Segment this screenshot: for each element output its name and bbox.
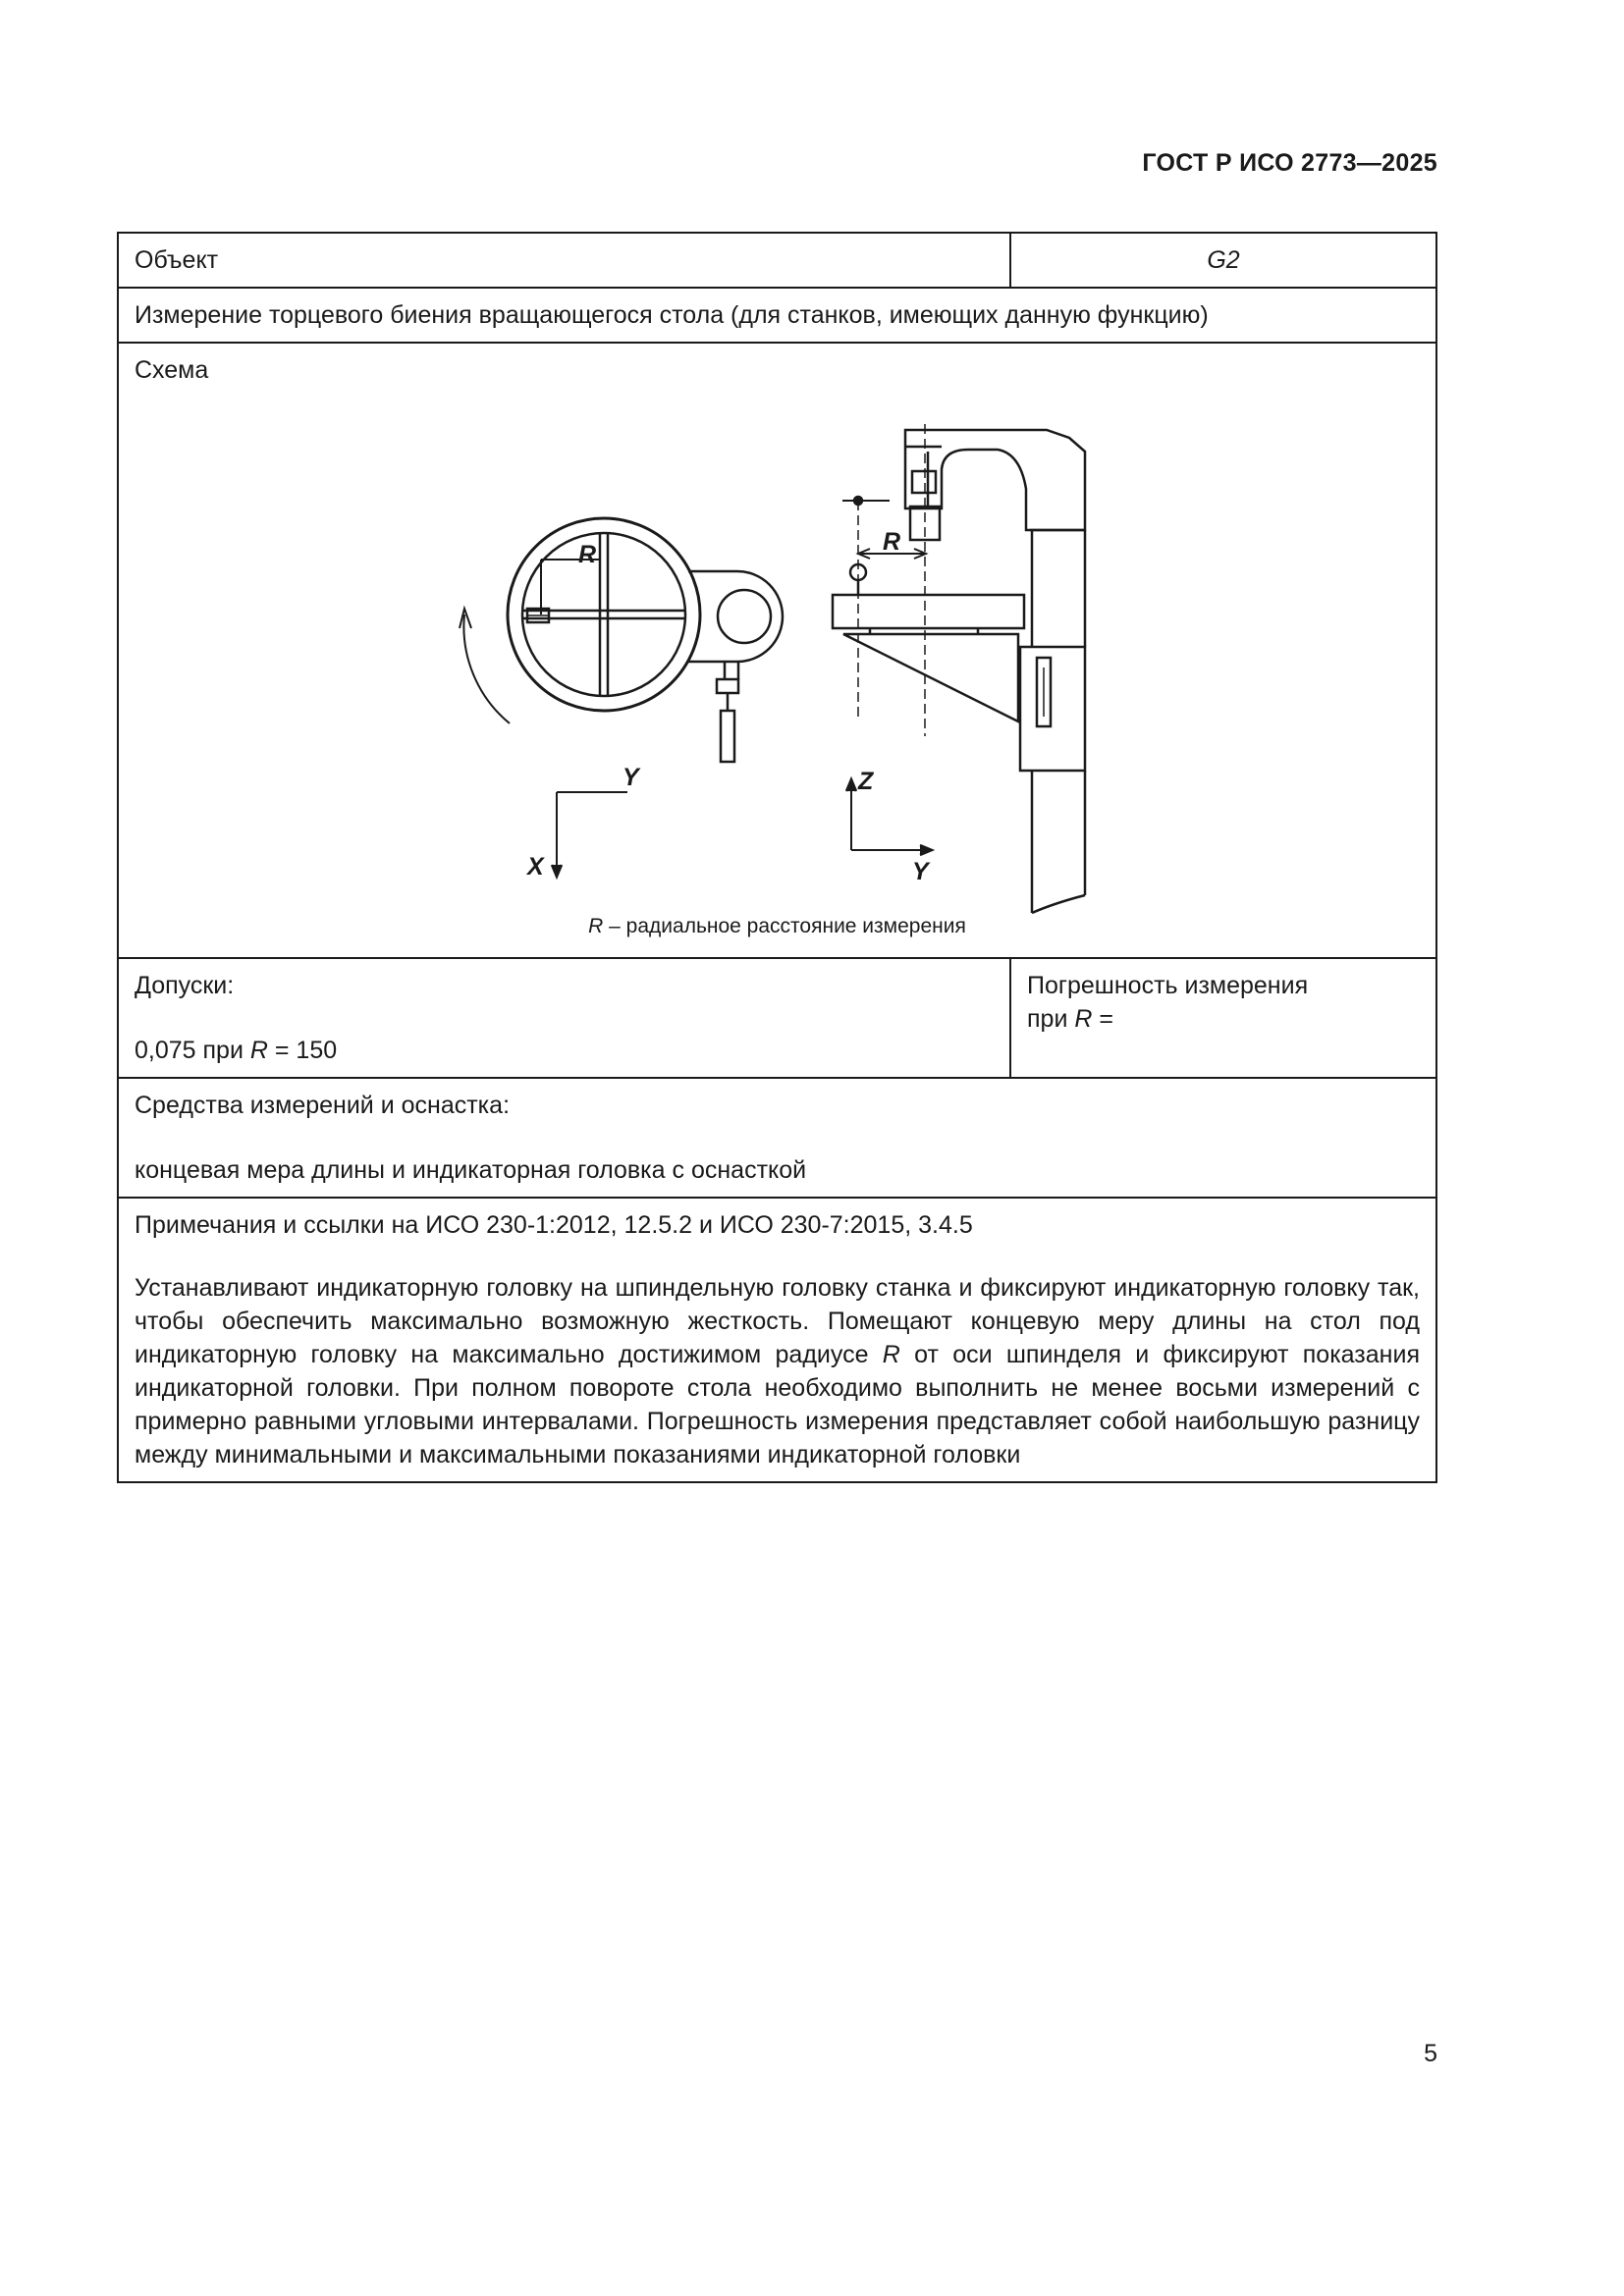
tolerance-row [118, 958, 1436, 1078]
instruments-label: Средства измерений и оснастка: [135, 1092, 511, 1119]
tolerance-cell [118, 958, 1010, 1078]
indicator-stem [721, 711, 734, 762]
machine-carriage [1020, 647, 1085, 771]
axis-z-label: Z [858, 768, 874, 795]
spindle-head-box [912, 471, 936, 493]
r-label-right: R [883, 528, 901, 556]
notes-text: Устанавливают индикаторную головку на шпиндельную головку станка и фиксируют индикаторную головку так, чтобы обеспечить максимально возможную жесткость. Помещают концевую меру длины на стол под индикаторную головку на максимально достижимом радиусе R от оси шпинделя и фиксируют показания индикаторной головки. При полном повороте стола необходимо выполнить не менее восьми измерений с примерно равными угловыми интервалами. Погрешность измерения представляет собой наибольшую разницу между минимальными и максимальными показаниями индикаторной головки [135, 1274, 1420, 1468]
axis-y-label-side: Y [912, 858, 929, 885]
rotary-table-outer-circle [508, 518, 700, 711]
caption-variable: R [588, 915, 604, 937]
schema-cell [118, 343, 1436, 958]
tolerance-label: Допуски: [135, 972, 235, 999]
axis-x-arrowhead [552, 865, 562, 877]
measurement-error-line2: при R = [1027, 1005, 1113, 1033]
table-support [843, 634, 1018, 721]
notes-label: Примечания и ссылки на ИСО 230-1:2012, 12.5.2 и ИСО 230-7:2015, 3.4.5 [135, 1211, 973, 1239]
notes-cell [118, 1198, 1436, 1482]
rotation-arrow [463, 614, 510, 723]
rotary-table-inner-circle [522, 533, 685, 696]
test-title: Измерение торцевого биения вращающегося стола (для станков, имеющих данную функцию) [118, 288, 1436, 343]
object-label: Объект [118, 233, 1010, 288]
schema-label: Схема [135, 356, 209, 384]
spindle-circle [718, 590, 771, 643]
schema-caption [119, 910, 1435, 943]
axis-z-arrowhead [846, 779, 856, 791]
instruments-row [118, 1078, 1436, 1198]
measurement-error-cell [1010, 958, 1436, 1078]
r-label-left: R [578, 541, 597, 568]
measurement-error-line1: Погрешность измерения [1027, 972, 1309, 999]
object-code: G2 [1010, 233, 1436, 288]
document-header: ГОСТ Р ИСО 2773—2025 [1142, 149, 1437, 177]
axis-y-arrowhead-side [920, 845, 932, 855]
test-specification-table [117, 232, 1437, 1483]
axis-y-label: Y [623, 764, 639, 791]
page-number: 5 [1424, 2040, 1437, 2067]
instruments-value: концевая мера длины и индикаторная головка с оснасткой [135, 1156, 807, 1184]
axis-x-label: X [527, 853, 544, 881]
title-row [118, 288, 1436, 343]
spindle-housing-outline [688, 571, 783, 662]
indicator-clamp-top [717, 679, 738, 693]
instruments-cell [118, 1078, 1436, 1198]
schema-row [118, 343, 1436, 958]
object-row [118, 233, 1436, 288]
notes-row [118, 1198, 1436, 1482]
caption-text: – радиальное расстояние измерения [609, 915, 966, 937]
schema-diagram [119, 344, 1439, 937]
rotation-arrowhead [460, 609, 471, 628]
tolerance-value: 0,075 при R = 150 [135, 1037, 338, 1064]
rotary-table-side [833, 595, 1024, 628]
machine-column-head [905, 430, 1085, 530]
